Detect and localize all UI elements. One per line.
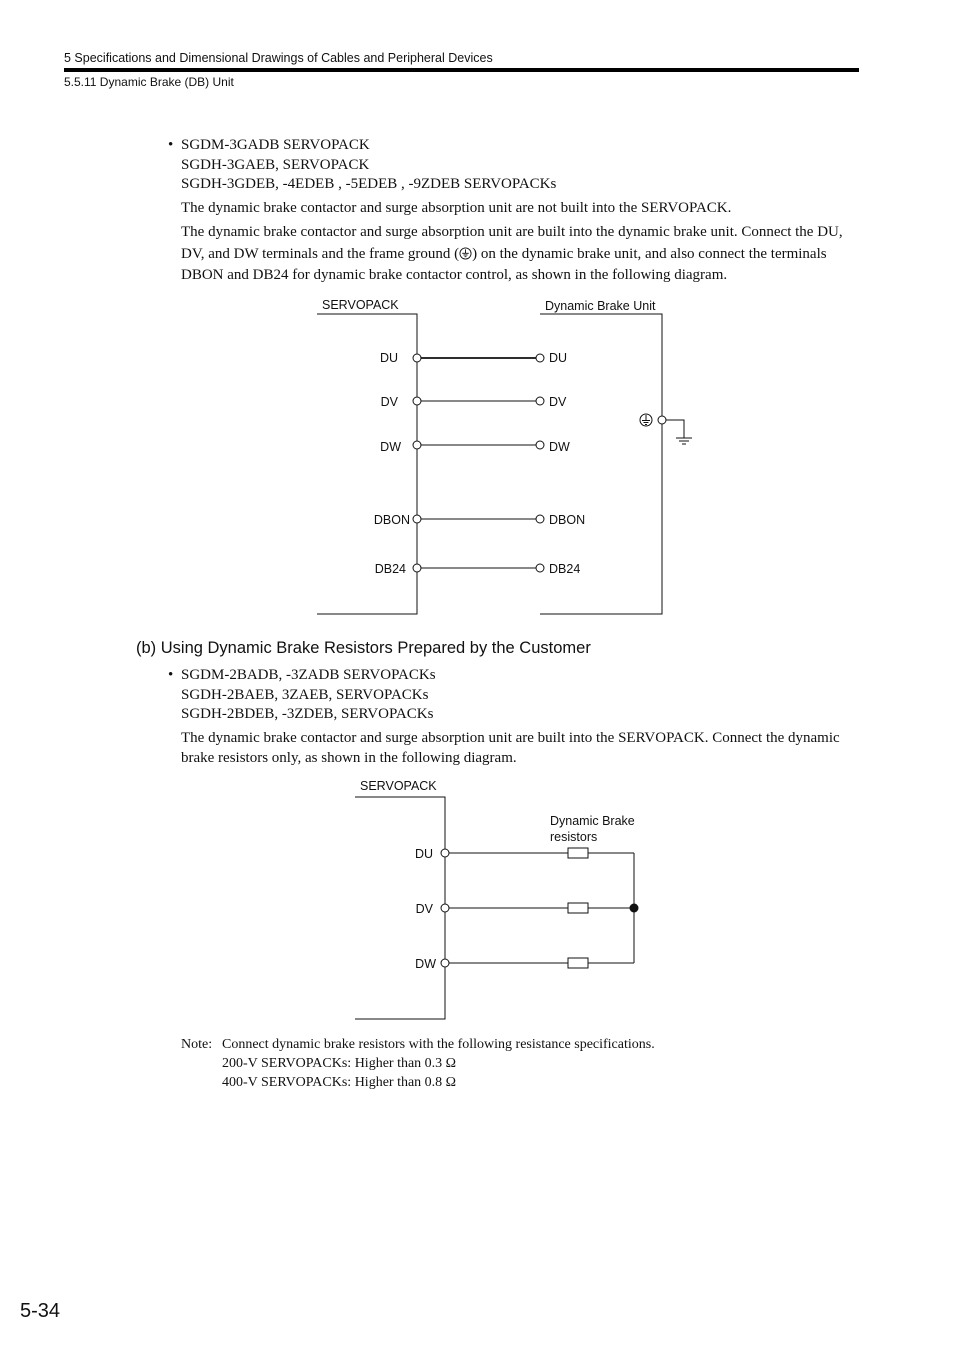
- servopack-label: SERVOPACK: [360, 779, 437, 793]
- terminal-circle: [441, 849, 449, 857]
- note-text: Connect dynamic brake resistors with the following resistance specifications.: [222, 1037, 655, 1052]
- terminal-label: DB24: [374, 562, 406, 576]
- section-b-model-list: [168, 666, 861, 725]
- section-header: 5.5.11 Dynamic Brake (DB) Unit: [64, 75, 234, 89]
- note-spec-400v: 400-V SERVOPACKs: Higher than 0.8 Ω: [222, 1075, 457, 1090]
- terminal-circle: [536, 515, 544, 523]
- servopack-label: SERVOPACK: [322, 298, 399, 312]
- resistor-label: Dynamic Brake: [550, 814, 635, 828]
- model-line: SGDM-2BADB, -3ZADB SERVOPACKs: [181, 667, 436, 683]
- section-b-heading: (b) Using Dynamic Brake Resistors Prepared by the Customer: [136, 639, 591, 657]
- terminal-circle: [536, 564, 544, 572]
- terminal-label: DV: [380, 395, 398, 409]
- terminal-circle: [536, 354, 544, 362]
- bullet: •: [168, 667, 174, 683]
- terminal-label: DBON: [549, 513, 586, 527]
- terminal-circle: [536, 441, 544, 449]
- terminal-label: DBON: [373, 513, 410, 527]
- terminal-label: DB24: [549, 562, 581, 576]
- note-label: Note:: [181, 1037, 213, 1052]
- section-a-model-list: [168, 136, 861, 195]
- terminal-label: DU: [379, 351, 398, 365]
- terminal-circle: [413, 515, 421, 523]
- note-spec-200v: 200-V SERVOPACKs: Higher than 0.3 Ω: [222, 1056, 457, 1071]
- terminal-label: DU: [549, 351, 568, 365]
- model-line: SGDH-2BAEB, 3ZAEB, SERVOPACKs: [181, 686, 429, 703]
- bullet: •: [168, 137, 174, 153]
- paragraph-text: ) on the dynamic brake unit, and also connect the terminals DBON and DB24 for dynamic brake contactor control, as shown in the following diagram.: [181, 245, 827, 283]
- frame-ground-icon: [459, 247, 472, 260]
- resistor: [568, 903, 588, 913]
- terminal-label: DW: [549, 440, 570, 454]
- terminal-label: DU: [414, 847, 433, 861]
- model-line: SGDM-3GADB SERVOPACK: [181, 137, 370, 153]
- earth-ground-icon: [666, 420, 692, 444]
- terminal-label: DW: [415, 957, 436, 971]
- section-a-paragraph-1: The dynamic brake contactor and surge absorption unit are not built into the SERVOPACK.: [181, 200, 732, 216]
- page-number: 5-34: [20, 1300, 61, 1322]
- terminal-circle: [413, 354, 421, 362]
- terminal-circle: [441, 959, 449, 967]
- dynamic-brake-unit-wiring-diagram: [300, 290, 720, 620]
- model-line: SGDH-3GAEB, SERVOPACK: [181, 156, 370, 173]
- ground-terminal: [658, 416, 666, 424]
- terminal-label: DV: [549, 395, 567, 409]
- frame-ground-icon: [640, 414, 652, 426]
- terminal-label: DW: [380, 440, 401, 454]
- resistor: [568, 958, 588, 968]
- model-line: SGDH-2BDEB, -3ZDEB, SERVOPACKs: [181, 706, 434, 723]
- terminal-circle: [536, 397, 544, 405]
- dynamic-brake-unit-label: Dynamic Brake Unit: [545, 299, 656, 313]
- junction-dot: [630, 904, 639, 913]
- chapter-header: 5 Specifications and Dimensional Drawings of Cables and Peripheral Devices: [64, 51, 493, 65]
- resistor: [568, 848, 588, 858]
- resistor-label: resistors: [550, 830, 598, 844]
- model-line: SGDH-3GDEB, -4EDEB , -5EDEB , -9ZDEB SERVOPACKs: [181, 176, 557, 193]
- terminal-circle: [413, 397, 421, 405]
- terminal-circle: [413, 441, 421, 449]
- dynamic-brake-resistor-wiring-diagram: [340, 775, 660, 1025]
- paragraph-text: The dynamic brake contactor and surge absorption unit are built into the dynamic brake unit. Connect the DU, DV, and DW terminals and the frame ground (: [181, 224, 843, 262]
- terminal-circle: [413, 564, 421, 572]
- terminal-circle: [441, 904, 449, 912]
- header-rule: [64, 68, 859, 72]
- section-a-paragraph-2: [181, 222, 866, 287]
- terminal-label: DV: [415, 902, 433, 916]
- section-b-paragraph: The dynamic brake contactor and surge absorption unit are built into the SERVOPACK. Connect the dynamic brake resistors only, as shown in the following diagram.: [181, 730, 840, 766]
